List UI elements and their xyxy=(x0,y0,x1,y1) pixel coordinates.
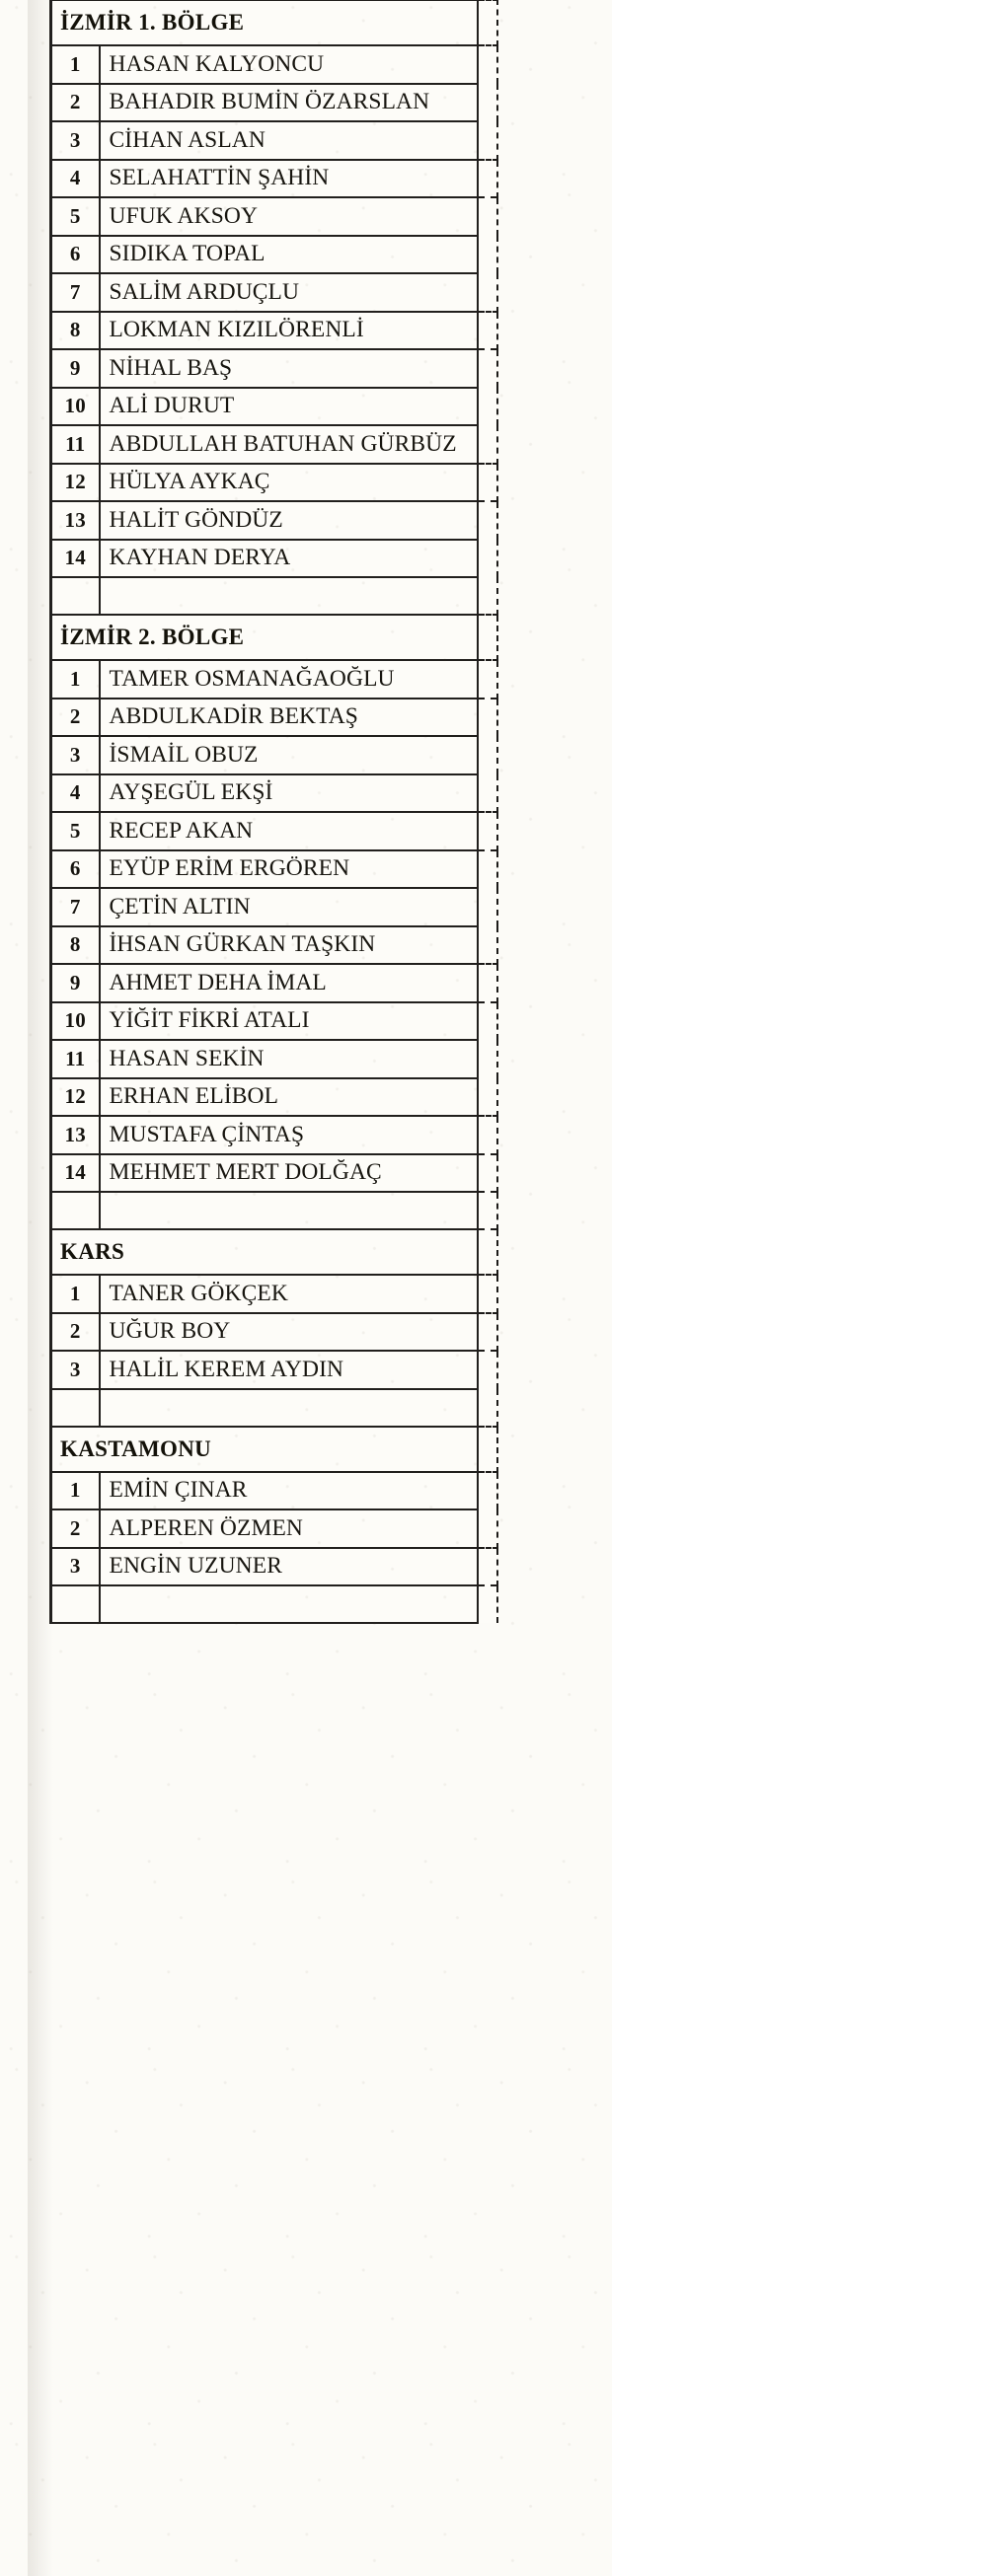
row-name-cell: HASAN SEKİN xyxy=(100,1040,478,1078)
row-number-cell: 1 xyxy=(51,1275,100,1313)
table-row xyxy=(51,1154,497,1193)
table-row xyxy=(51,1548,497,1586)
table-row xyxy=(51,312,497,350)
row-number-cell: 6 xyxy=(51,850,100,889)
row-name-cell: RECEP AKAN xyxy=(100,812,478,850)
spacer-number-cell xyxy=(51,1585,100,1623)
section-header-row xyxy=(51,1229,497,1275)
marker-cell xyxy=(478,236,497,274)
row-number-cell: 2 xyxy=(51,1313,100,1352)
table-row xyxy=(51,1509,497,1548)
table-row xyxy=(51,349,497,388)
marker-cell xyxy=(478,1229,497,1275)
section-header-row xyxy=(51,1427,497,1472)
marker-cell xyxy=(478,1078,497,1117)
table-row xyxy=(51,964,497,1002)
section-spacer-row xyxy=(51,1389,497,1427)
table-row xyxy=(51,236,497,274)
table-row xyxy=(51,774,497,813)
row-name-cell: İSMAİL OBUZ xyxy=(100,736,478,774)
row-name-cell: AHMET DEHA İMAL xyxy=(100,964,478,1002)
row-name-cell: KAYHAN DERYA xyxy=(100,540,478,578)
table-row xyxy=(51,1040,497,1078)
table-row xyxy=(51,660,497,699)
row-number-cell: 7 xyxy=(51,273,100,312)
row-name-cell: MUSTAFA ÇİNTAŞ xyxy=(100,1116,478,1154)
marker-cell xyxy=(478,888,497,926)
row-name-cell: YİĞİT FİKRİ ATALI xyxy=(100,1002,478,1041)
candidate-list-table xyxy=(49,0,498,1624)
table-row xyxy=(51,1078,497,1117)
marker-cell xyxy=(478,425,497,464)
marker-cell xyxy=(478,699,497,737)
marker-cell xyxy=(478,540,497,578)
row-number-cell: 1 xyxy=(51,660,100,699)
row-name-cell: LOKMAN KIZILÖRENLİ xyxy=(100,312,478,350)
spacer-number-cell xyxy=(51,1389,100,1427)
row-name-cell: ALİ DURUT xyxy=(100,388,478,426)
row-name-cell: EYÜP ERİM ERGÖREN xyxy=(100,850,478,889)
table-row xyxy=(51,850,497,889)
row-name-cell: ENGİN UZUNER xyxy=(100,1548,478,1586)
marker-cell xyxy=(478,160,497,198)
table-row xyxy=(51,464,497,502)
table-row xyxy=(51,45,497,84)
row-number-cell: 3 xyxy=(51,1351,100,1389)
row-number-cell: 3 xyxy=(51,121,100,160)
row-name-cell: TANER GÖKÇEK xyxy=(100,1275,478,1313)
row-number-cell: 9 xyxy=(51,964,100,1002)
row-number-cell: 13 xyxy=(51,501,100,540)
marker-cell xyxy=(478,1313,497,1352)
row-number-cell: 5 xyxy=(51,812,100,850)
marker-cell xyxy=(478,850,497,889)
row-name-cell: SELAHATTİN ŞAHİN xyxy=(100,160,478,198)
section-spacer-row xyxy=(51,1192,497,1229)
row-name-cell: SIDIKA TOPAL xyxy=(100,236,478,274)
row-name-cell: TAMER OSMANAĞAOĞLU xyxy=(100,660,478,699)
table-row xyxy=(51,1275,497,1313)
row-name-cell: MEHMET MERT DOLĞAÇ xyxy=(100,1154,478,1193)
row-number-cell: 14 xyxy=(51,540,100,578)
marker-cell xyxy=(478,1427,497,1472)
row-name-cell: ALPEREN ÖZMEN xyxy=(100,1509,478,1548)
marker-cell xyxy=(478,615,497,660)
table-row xyxy=(51,121,497,160)
table-row xyxy=(51,501,497,540)
marker-cell xyxy=(478,736,497,774)
marker-cell xyxy=(478,1389,497,1427)
marker-cell xyxy=(478,577,497,615)
section-header-row xyxy=(51,0,497,45)
row-name-cell: EMİN ÇINAR xyxy=(100,1472,478,1510)
spacer-number-cell xyxy=(51,577,100,615)
row-name-cell: UFUK AKSOY xyxy=(100,197,478,236)
table-row xyxy=(51,84,497,122)
row-name-cell: CİHAN ASLAN xyxy=(100,121,478,160)
table-row xyxy=(51,425,497,464)
row-number-cell: 8 xyxy=(51,926,100,965)
table-row xyxy=(51,1351,497,1389)
spacer-name-cell xyxy=(100,1585,478,1623)
marker-cell xyxy=(478,964,497,1002)
row-name-cell: ABDULLAH BATUHAN GÜRBÜZ xyxy=(100,425,478,464)
marker-cell xyxy=(478,1509,497,1548)
row-number-cell: 5 xyxy=(51,197,100,236)
marker-cell xyxy=(478,1002,497,1041)
row-number-cell: 4 xyxy=(51,160,100,198)
table-row xyxy=(51,273,497,312)
marker-cell xyxy=(478,1472,497,1510)
table-row xyxy=(51,736,497,774)
row-number-cell: 1 xyxy=(51,1472,100,1510)
marker-cell xyxy=(478,0,497,45)
row-number-cell: 6 xyxy=(51,236,100,274)
row-name-cell: ÇETİN ALTIN xyxy=(100,888,478,926)
marker-cell xyxy=(478,1548,497,1586)
spacer-name-cell xyxy=(100,577,478,615)
marker-cell xyxy=(478,388,497,426)
row-number-cell: 1 xyxy=(51,45,100,84)
row-number-cell: 13 xyxy=(51,1116,100,1154)
marker-cell xyxy=(478,273,497,312)
row-number-cell: 7 xyxy=(51,888,100,926)
marker-cell xyxy=(478,1585,497,1623)
marker-cell xyxy=(478,774,497,813)
table-row xyxy=(51,699,497,737)
marker-cell xyxy=(478,660,497,699)
table-row xyxy=(51,160,497,198)
table-row xyxy=(51,1472,497,1510)
row-name-cell: HALİL KEREM AYDIN xyxy=(100,1351,478,1389)
row-name-cell: HÜLYA AYKAÇ xyxy=(100,464,478,502)
section-header-1: İZMİR 1. BÖLGE xyxy=(51,0,478,45)
row-number-cell: 11 xyxy=(51,425,100,464)
row-number-cell: 2 xyxy=(51,699,100,737)
row-number-cell: 3 xyxy=(51,1548,100,1586)
row-number-cell: 2 xyxy=(51,1509,100,1548)
marker-cell xyxy=(478,1116,497,1154)
row-number-cell: 12 xyxy=(51,1078,100,1117)
row-name-cell: NİHAL BAŞ xyxy=(100,349,478,388)
row-number-cell: 11 xyxy=(51,1040,100,1078)
section-header-row xyxy=(51,615,497,660)
row-name-cell: AYŞEGÜL EKŞİ xyxy=(100,774,478,813)
table-row xyxy=(51,540,497,578)
section-header-4: KASTAMONU xyxy=(51,1427,478,1472)
marker-cell xyxy=(478,1192,497,1229)
row-name-cell: BAHADIR BUMİN ÖZARSLAN xyxy=(100,84,478,122)
row-name-cell: HASAN KALYONCU xyxy=(100,45,478,84)
marker-cell xyxy=(478,45,497,84)
marker-cell xyxy=(478,121,497,160)
row-name-cell: ERHAN ELİBOL xyxy=(100,1078,478,1117)
row-name-cell: UĞUR BOY xyxy=(100,1313,478,1352)
marker-cell xyxy=(478,84,497,122)
row-number-cell: 3 xyxy=(51,736,100,774)
table-row xyxy=(51,888,497,926)
section-header-2: İZMİR 2. BÖLGE xyxy=(51,615,478,660)
table-row xyxy=(51,1002,497,1041)
marker-cell xyxy=(478,312,497,350)
row-name-cell: HALİT GÖNDÜZ xyxy=(100,501,478,540)
section-spacer-row xyxy=(51,1585,497,1623)
row-number-cell: 4 xyxy=(51,774,100,813)
row-number-cell: 12 xyxy=(51,464,100,502)
table-row xyxy=(51,388,497,426)
row-number-cell: 8 xyxy=(51,312,100,350)
table-row xyxy=(51,926,497,965)
row-number-cell: 2 xyxy=(51,84,100,122)
spacer-number-cell xyxy=(51,1192,100,1229)
marker-cell xyxy=(478,1275,497,1313)
marker-cell xyxy=(478,1040,497,1078)
spacer-name-cell xyxy=(100,1389,478,1427)
table-row xyxy=(51,1313,497,1352)
table-row xyxy=(51,1116,497,1154)
marker-cell xyxy=(478,501,497,540)
marker-cell xyxy=(478,1351,497,1389)
section-spacer-row xyxy=(51,577,497,615)
marker-cell xyxy=(478,197,497,236)
row-name-cell: İHSAN GÜRKAN TAŞKIN xyxy=(100,926,478,965)
row-number-cell: 9 xyxy=(51,349,100,388)
row-name-cell: SALİM ARDUÇLU xyxy=(100,273,478,312)
row-number-cell: 10 xyxy=(51,1002,100,1041)
table-row xyxy=(51,197,497,236)
row-name-cell: ABDULKADİR BEKTAŞ xyxy=(100,699,478,737)
spacer-name-cell xyxy=(100,1192,478,1229)
row-number-cell: 10 xyxy=(51,388,100,426)
marker-cell xyxy=(478,1154,497,1193)
row-number-cell: 14 xyxy=(51,1154,100,1193)
marker-cell xyxy=(478,812,497,850)
marker-cell xyxy=(478,464,497,502)
marker-cell xyxy=(478,926,497,965)
marker-cell xyxy=(478,349,497,388)
table-row xyxy=(51,812,497,850)
section-header-3: KARS xyxy=(51,1229,478,1275)
